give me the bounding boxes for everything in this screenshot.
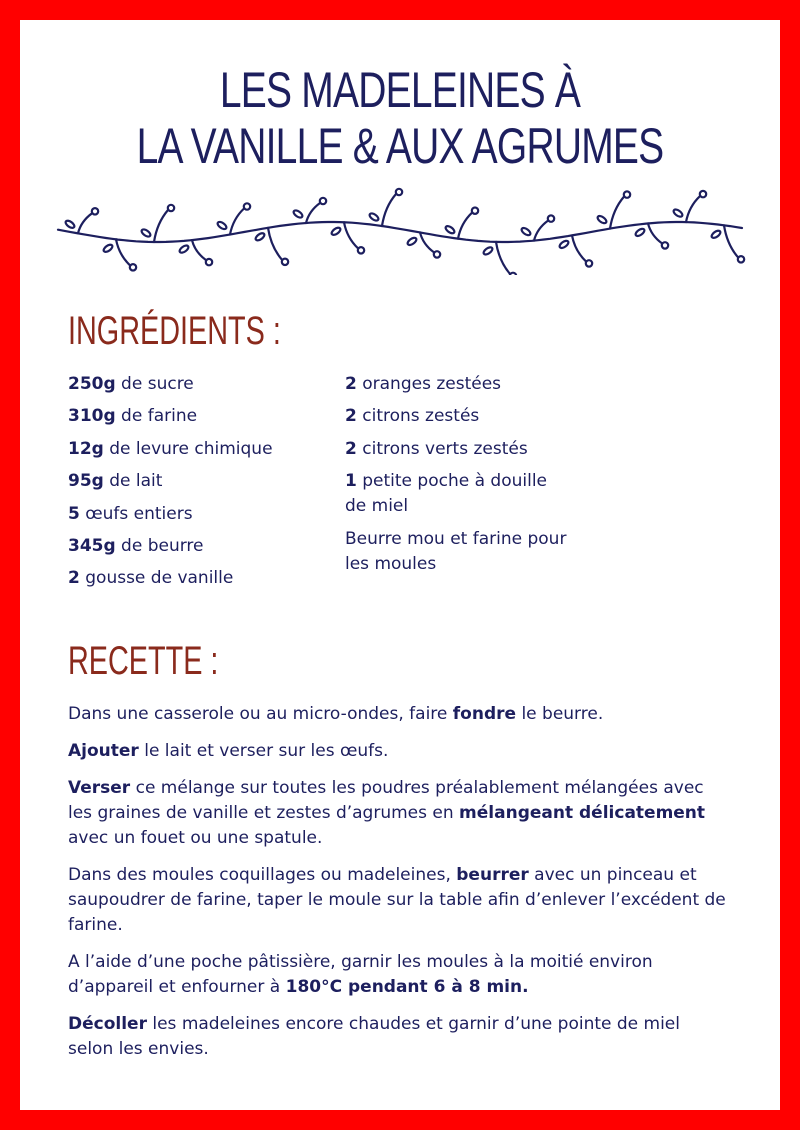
ingredient-quantity: 12g	[68, 438, 104, 459]
vine-branch	[686, 196, 700, 222]
recipe-steps	[68, 702, 728, 1074]
step-text: A l’aide d’une poche pâtissière, garnir les moules à la moitié environ d’appareil et enfourner à	[68, 952, 653, 997]
vine-branch	[572, 235, 586, 261]
vine-branch	[78, 213, 92, 233]
vine-berry	[244, 203, 250, 209]
vine-branch	[306, 203, 320, 223]
vine-leaf	[710, 229, 721, 239]
vine-berry	[548, 215, 554, 221]
recipe-step	[68, 702, 728, 727]
vine-berry	[358, 247, 364, 253]
ingredient-text: citrons verts zestés	[356, 438, 528, 459]
ingredients-heading: INGRÉDIENTS :	[68, 309, 281, 353]
ingredient-item	[68, 502, 318, 527]
vine-branch	[534, 221, 548, 241]
ingredient-text: petite poche à douille de miel	[345, 471, 548, 517]
vine-berry	[92, 208, 98, 214]
vine-garland-icon	[54, 180, 748, 275]
ingredient-text: gousse de vanille	[79, 568, 234, 589]
vine-berry	[586, 260, 592, 266]
step-emphasis: fondre	[452, 704, 517, 724]
vine-leaf	[558, 239, 569, 249]
vine-berry	[168, 205, 174, 211]
step-emphasis: mélangeant délicatement	[459, 803, 706, 823]
step-text: Dans une casserole ou au micro-ondes, faire	[68, 704, 453, 724]
ingredient-quantity: 345g	[68, 535, 116, 556]
vine-branch	[382, 194, 396, 226]
vine-leaf	[368, 212, 379, 222]
ingredients-list-right	[345, 372, 570, 584]
ingredient-item	[345, 527, 570, 577]
vine-leaf	[216, 221, 227, 231]
vine-leaf	[140, 228, 151, 238]
vine-leaf	[520, 227, 531, 237]
vine-leaf	[330, 226, 341, 236]
vine-leaf	[178, 244, 189, 254]
ingredient-quantity: 2	[345, 406, 357, 427]
vine-branch	[344, 222, 358, 248]
vine-branch	[192, 240, 206, 260]
ingredient-text: Beurre mou et farine pour les moules	[345, 528, 567, 574]
vine-leaf	[444, 225, 455, 235]
ingredient-quantity: 1	[345, 471, 357, 492]
ingredient-item	[68, 566, 318, 591]
step-text: le beurre.	[516, 704, 604, 724]
vine-leaf	[406, 236, 417, 246]
vine-leaf	[292, 209, 303, 219]
ingredient-item	[345, 372, 570, 397]
step-text: le lait et verser sur les œufs.	[138, 741, 389, 761]
ingredient-item	[68, 372, 318, 397]
vine-branch	[268, 228, 282, 260]
step-emphasis: 180°C pendant 6 à 8 min.	[285, 977, 529, 997]
ingredient-text: de sucre	[115, 374, 194, 394]
ingredient-text: de levure chimique	[103, 438, 273, 459]
ingredient-quantity: 2	[68, 568, 80, 589]
vine-leaf	[482, 246, 493, 256]
ingredient-text: œufs entiers	[79, 503, 193, 524]
vine-leaf	[596, 215, 607, 225]
step-text: avec un pinceau et saupoudrer de farine, taper le moule sur la table afin d’enlever l’excédent de farine.	[68, 865, 726, 935]
vine-stem	[58, 222, 742, 242]
ingredient-text: oranges zestées	[356, 374, 502, 394]
ingredient-text: de farine	[115, 406, 198, 427]
ingredient-item	[345, 437, 570, 462]
vine-berry	[700, 191, 706, 197]
vine-branch	[496, 242, 510, 274]
vine-branch	[116, 239, 130, 265]
vine-leaf	[254, 232, 265, 242]
ingredient-item	[68, 534, 318, 559]
ingredient-item	[68, 437, 318, 462]
vine-berry	[130, 264, 136, 270]
vine-branch	[458, 213, 472, 239]
recipe-title	[104, 62, 697, 174]
vine-berry	[206, 259, 212, 265]
vine-branch	[648, 223, 662, 243]
ingredient-text: de beurre	[115, 535, 204, 556]
recipe-step	[68, 950, 728, 1000]
vine-branch	[230, 209, 244, 235]
title-line-1: LES MADELEINES À	[219, 62, 581, 118]
vine-leaf	[102, 243, 113, 253]
step-text: Dans des moules coquillages ou madeleines,	[68, 865, 457, 885]
step-emphasis: Verser	[68, 778, 131, 798]
step-text: les madeleines encore chaudes et garnir d’une pointe de miel selon les envies.	[68, 1014, 680, 1059]
recipe-step	[68, 863, 728, 938]
step-text: avec un fouet ou une spatule.	[68, 828, 323, 848]
ingredient-item	[345, 404, 570, 429]
vine-branch	[724, 225, 738, 257]
vine-berry	[510, 273, 516, 275]
ingredient-item	[68, 404, 318, 429]
recipe-heading: RECETTE :	[68, 639, 219, 683]
ingredient-quantity: 2	[345, 374, 357, 394]
ingredient-quantity: 250g	[68, 374, 116, 394]
ingredient-text: de lait	[103, 471, 163, 492]
vine-berry	[662, 242, 668, 248]
ingredient-quantity: 310g	[68, 406, 116, 427]
ingredient-quantity: 95g	[68, 471, 104, 492]
step-emphasis: Décoller	[68, 1014, 147, 1034]
recipe-step	[68, 776, 728, 851]
ingredient-quantity: 2	[345, 438, 357, 459]
vine-berry	[738, 256, 744, 262]
vine-berry	[472, 208, 478, 214]
vine-branch	[610, 197, 624, 229]
ingredient-quantity: 5	[68, 503, 80, 524]
vine-branch	[154, 210, 168, 242]
vine-berry	[624, 191, 630, 197]
vine-leaf	[64, 219, 75, 229]
vine-berry	[282, 259, 288, 265]
ingredients-list-left	[68, 372, 318, 599]
recipe-card	[20, 20, 780, 1110]
vine-leaf	[672, 208, 683, 218]
ingredient-item	[68, 469, 318, 494]
vine-berry	[320, 198, 326, 204]
step-text: ce mélange sur toutes les poudres préalablement mélangées avec les graines de vanille et zestes d’agrumes en	[68, 778, 704, 823]
vine-leaf	[634, 227, 645, 237]
vine-berry	[434, 251, 440, 257]
ingredient-item	[345, 469, 570, 519]
title-line-2: LA VANILLE & AUX AGRUMES	[136, 118, 664, 174]
step-emphasis: Ajouter	[68, 741, 139, 761]
step-emphasis: beurrer	[456, 865, 529, 885]
recipe-step	[68, 739, 728, 764]
ingredient-text: citrons zestés	[356, 406, 480, 427]
recipe-step	[68, 1012, 728, 1062]
vine-berry	[396, 189, 402, 195]
